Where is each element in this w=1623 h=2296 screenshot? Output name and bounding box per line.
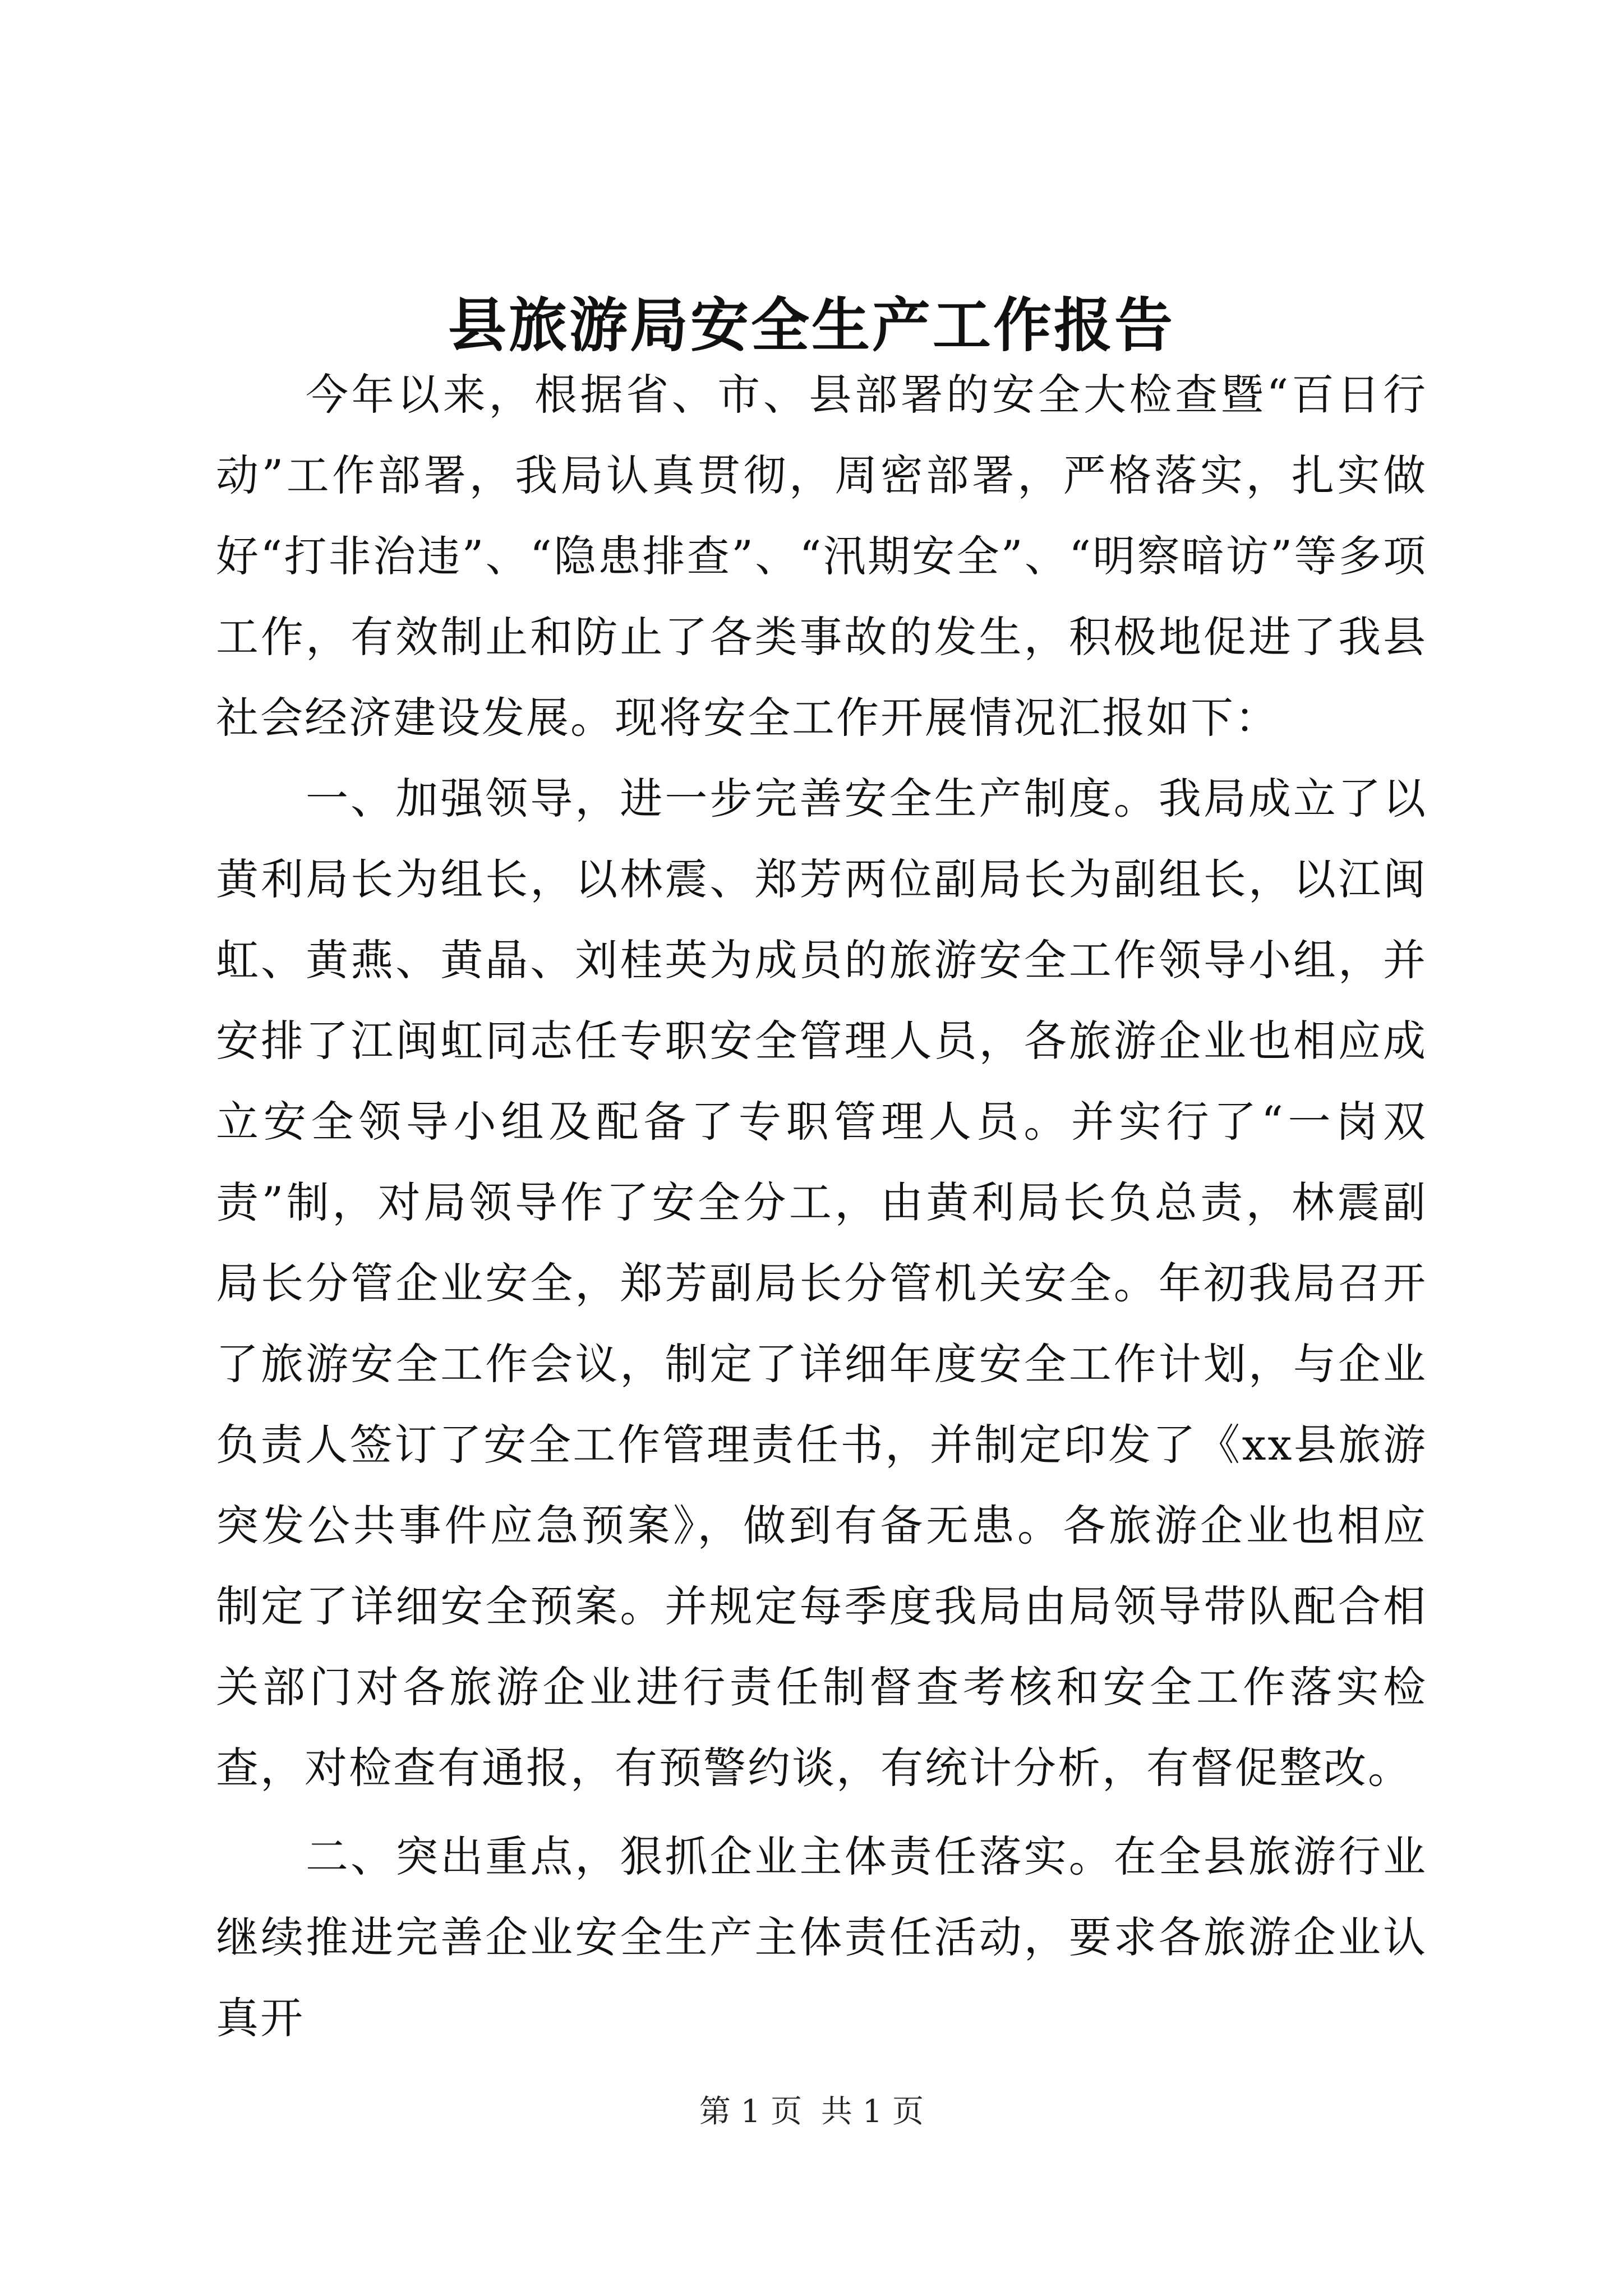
page-number: 第 1 页 (699, 2093, 803, 2130)
paragraph-intro: 今年以来，根据省、市、县部署的安全大检查暨“百日行动”工作部署，我局认真贯彻，周密部署，严格落实，扎实做好“打非治违”、“隐患排查”、“汛期安全”、“明察暗访”等多项工作，有效制止和防止了各类事故的发生，积极地促进了我县社会经济建设发展。现将安全工作开展情况汇报如下： (216, 370, 1427, 743)
page-total: 共 1 页 (820, 2093, 924, 2130)
page-footer (0, 2090, 1623, 2134)
paragraph-section-2: 二、突出重点，狠抓企业主体责任落实。在全县旅游行业继续推进完善企业安全生产主体责任活动，要求各旅游企业认真开 (216, 1832, 1427, 2043)
paragraph-section-1: 一、加强领导，进一步完善安全生产制度。我局成立了以黄利局长为组长，以林震、郑芳两位副局长为副组长，以江闽虹、黄燕、黄晶、刘桂英为成员的旅游安全工作领导小组，并安排了江闽虹同志任专职安全管理人员，各旅游企业也相应成立安全领导小组及配备了专职管理人员。并实行了“一岗双责”制，对局领导作了安全分工，由黄利局长负总责，林震副局长分管企业安全，郑芳副局长分管机关安全。年初我局召开了旅游安全工作会议，制定了详细年度安全工作计划，与企业负责人签订了安全工作管理责任书，并制定印发了《xx县旅游突发公共事件应急预案》，做到有备无患。各旅游企业也相应制定了详细安全预案。并规定每季度我局由局领导带队配合相关部门对各旅游企业进行责任制督查考核和安全工作落实检查，对检查有通报，有预警约谈，有统计分析，有督促整改。 (216, 774, 1427, 1793)
document-body (216, 355, 1427, 2059)
document-title: 县旅游局安全生产工作报告 (448, 291, 1175, 360)
